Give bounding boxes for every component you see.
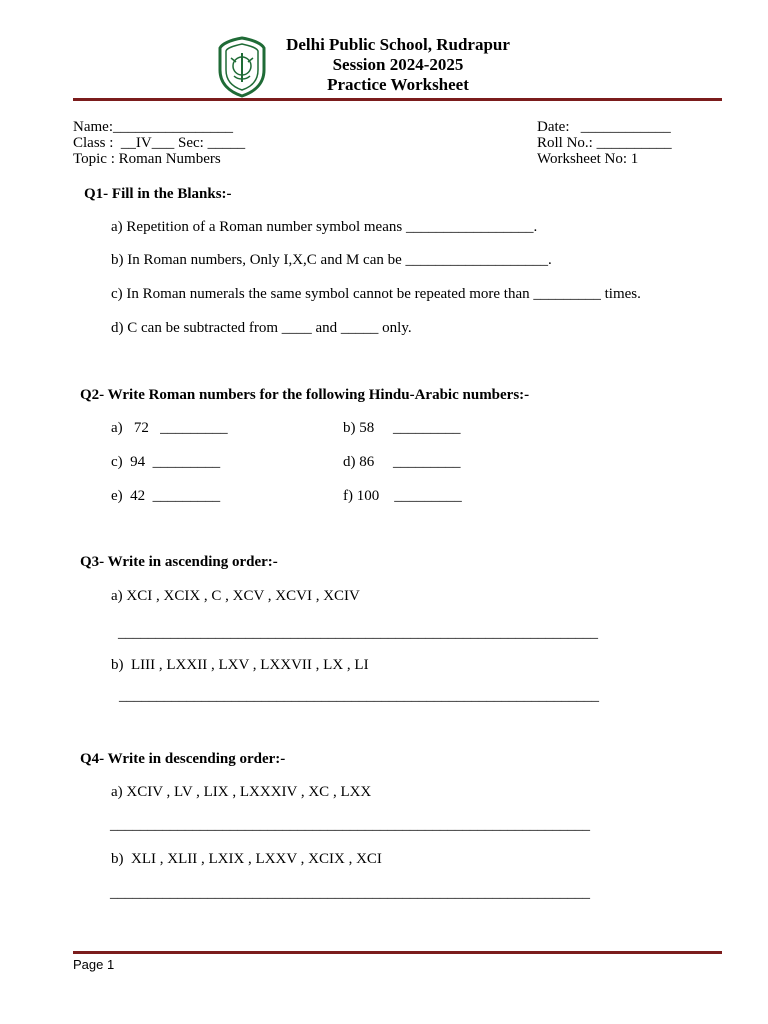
school-name: Delhi Public School, Rudrapur xyxy=(286,35,510,54)
session-label: Session 2024-2025 xyxy=(332,55,464,74)
footer-rule xyxy=(73,951,722,954)
header-rule xyxy=(73,98,722,101)
topic-label: Topic : Roman Numbers xyxy=(73,151,221,167)
q3-answer-line-a: ________________________________________________________________ xyxy=(118,625,598,641)
q2-item-f: f) 100 _________ xyxy=(343,488,462,504)
q4-answer-line-a: ________________________________________________________________ xyxy=(110,817,590,833)
school-crest-logo-icon xyxy=(216,36,268,98)
q2-item-c: c) 94 _________ xyxy=(111,454,221,470)
worksheet-number: Worksheet No: 1 xyxy=(537,151,639,167)
q4-item-b: b) XLI , XLII , LXIX , LXXV , XCIX , XCI xyxy=(111,851,382,867)
class-section-field: Class : __IV___ Sec: _____ xyxy=(73,135,246,151)
q4-heading: Q4- Write in descending order:- xyxy=(80,751,286,767)
q2-item-a: a) 72 _________ xyxy=(111,420,228,436)
q3-item-a: a) XCI , XCIX , C , XCV , XCVI , XCIV xyxy=(111,588,360,604)
worksheet-title: Practice Worksheet xyxy=(327,75,469,94)
q3-heading: Q3- Write in ascending order:- xyxy=(80,554,278,570)
page-number: Page 1 xyxy=(73,957,115,972)
q2-item-e: e) 42 _________ xyxy=(111,488,221,504)
q1-item-a: a) Repetition of a Roman number symbol means _________________. xyxy=(111,219,538,235)
q1-heading: Q1- Fill in the Blanks:- xyxy=(84,186,232,202)
name-field: Name:________________ xyxy=(73,119,233,135)
q4-answer-line-b: ________________________________________________________________ xyxy=(110,885,590,901)
q2-item-b: b) 58 _________ xyxy=(343,420,461,436)
q1-item-b: b) In Roman numbers, Only I,X,C and M can be ___________________. xyxy=(111,252,552,268)
q4-item-a: a) XCIV , LV , LIX , LXXXIV , XC , LXX xyxy=(111,784,372,800)
q2-heading: Q2- Write Roman numbers for the following Hindu-Arabic numbers:- xyxy=(80,387,530,403)
q3-answer-line-b: ________________________________________________________________ xyxy=(119,688,599,704)
q1-item-d: d) C can be subtracted from ____ and _____ only. xyxy=(111,320,412,336)
date-field: Date: ____________ xyxy=(537,119,671,135)
q3-item-b: b) LIII , LXXII , LXV , LXXVII , LX , LI xyxy=(111,657,369,673)
q1-item-c: c) In Roman numerals the same symbol cannot be repeated more than _________ times. xyxy=(111,286,641,302)
roll-number-field: Roll No.: __________ xyxy=(537,135,672,151)
q2-item-d: d) 86 _________ xyxy=(343,454,461,470)
